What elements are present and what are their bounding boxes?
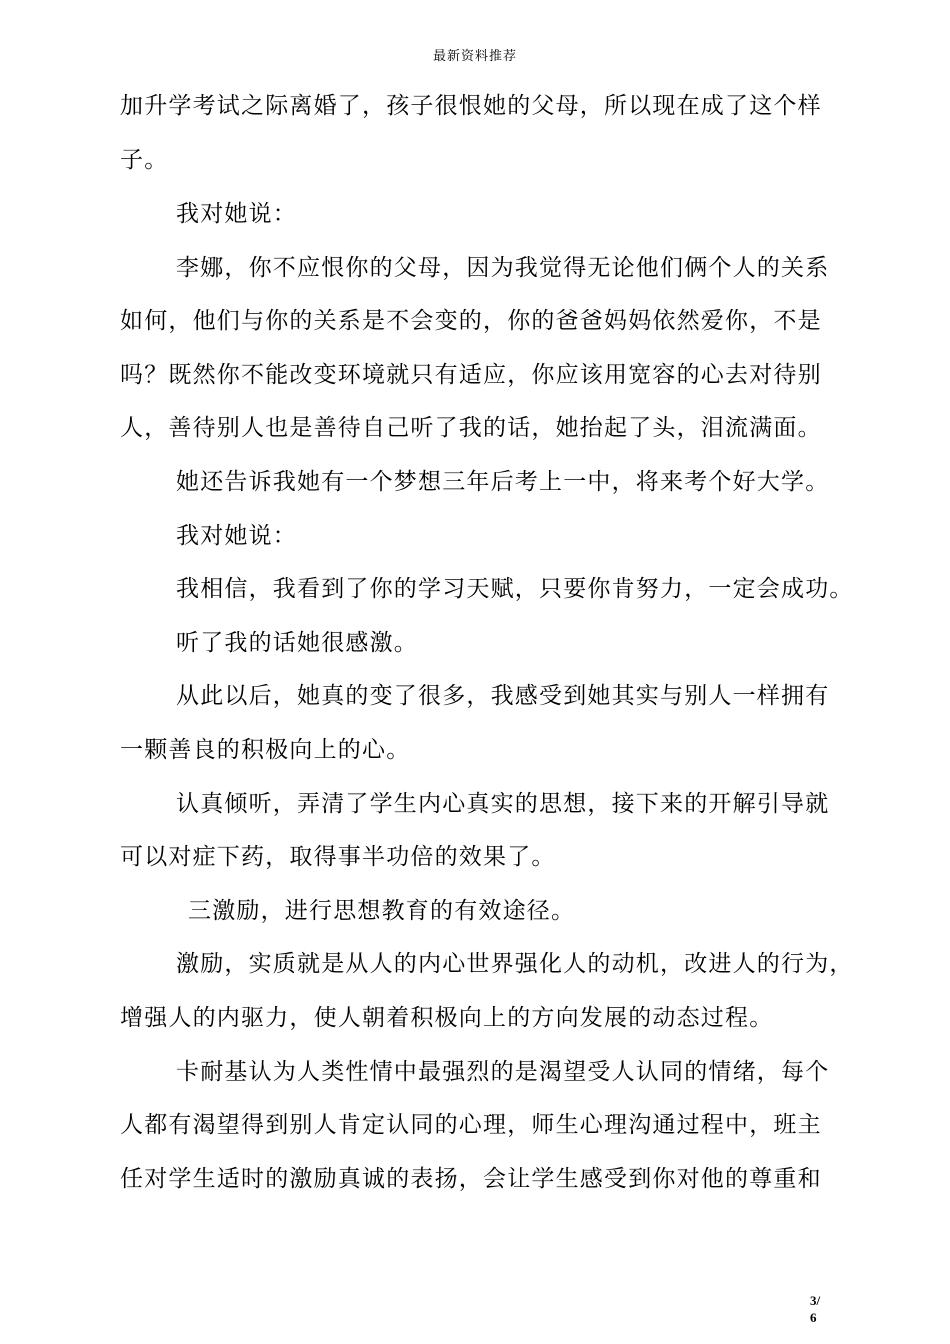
text-line: 从此以后，她真的变了很多，我感受到她其实与别人一样拥有 bbox=[176, 683, 830, 709]
text-line: 任对学生适时的激励真诚的表扬，会让学生感受到你对他的尊重和 bbox=[120, 1166, 822, 1192]
text-line: 卡耐基认为人类性情中最强烈的是渴望受人认同的情绪，每个 bbox=[176, 1059, 830, 1085]
page-number bbox=[810, 1292, 834, 1326]
text-line: 加升学考试之际离婚了，孩子很恨她的父母，所以现在成了这个样 bbox=[120, 93, 822, 119]
page-number-current: 3/ bbox=[810, 1293, 821, 1308]
text-line: 人都有渴望得到别人肯定认同的心理，师生心理沟通过程中，班主 bbox=[120, 1112, 822, 1138]
text-line: 认真倾听，弄清了学生内心真实的思想，接下来的开解引导就 bbox=[176, 791, 830, 817]
text-line: 我对她说： bbox=[176, 523, 297, 549]
page-number-total: 6 bbox=[810, 1310, 817, 1325]
text-line: 我相信，我看到了你的学习天赋，只要你肯努力，一定会成功。 bbox=[176, 576, 854, 602]
text-line: 听了我的话她很感激。 bbox=[176, 630, 418, 656]
text-line: 子。 bbox=[120, 147, 169, 173]
text-line: 吗？既然你不能改变环境就只有适应，你应该用宽容的心去对待别 bbox=[120, 362, 822, 388]
text-line: 增强人的内驱力，使人朝着积极向上的方向发展的动态过程。 bbox=[120, 1005, 774, 1031]
text-line: 她还告诉我她有一个梦想三年后考上一中，将来考个好大学。 bbox=[176, 469, 830, 495]
page-header: 最新资料推荐 bbox=[432, 49, 517, 64]
text-line: 激励，实质就是从人的内心世界强化人的动机，改进人的行为， bbox=[176, 951, 854, 977]
text-line: 如何，他们与你的关系是不会变的，你的爸爸妈妈依然爱你，不是 bbox=[120, 308, 822, 334]
section-heading: 三激励，进行思想教育的有效途径。 bbox=[188, 898, 576, 924]
text-line: 可以对症下药，取得事半功倍的效果了。 bbox=[120, 844, 556, 870]
text-line: 我对她说： bbox=[176, 201, 297, 227]
text-line: 人，善待别人也是善待自己听了我的话，她抬起了头，泪流满面。 bbox=[120, 415, 822, 441]
text-line: 李娜，你不应恨你的父母，因为我觉得无论他们俩个人的关系 bbox=[176, 255, 830, 281]
text-line: 一颗善良的积极向上的心。 bbox=[120, 737, 411, 763]
